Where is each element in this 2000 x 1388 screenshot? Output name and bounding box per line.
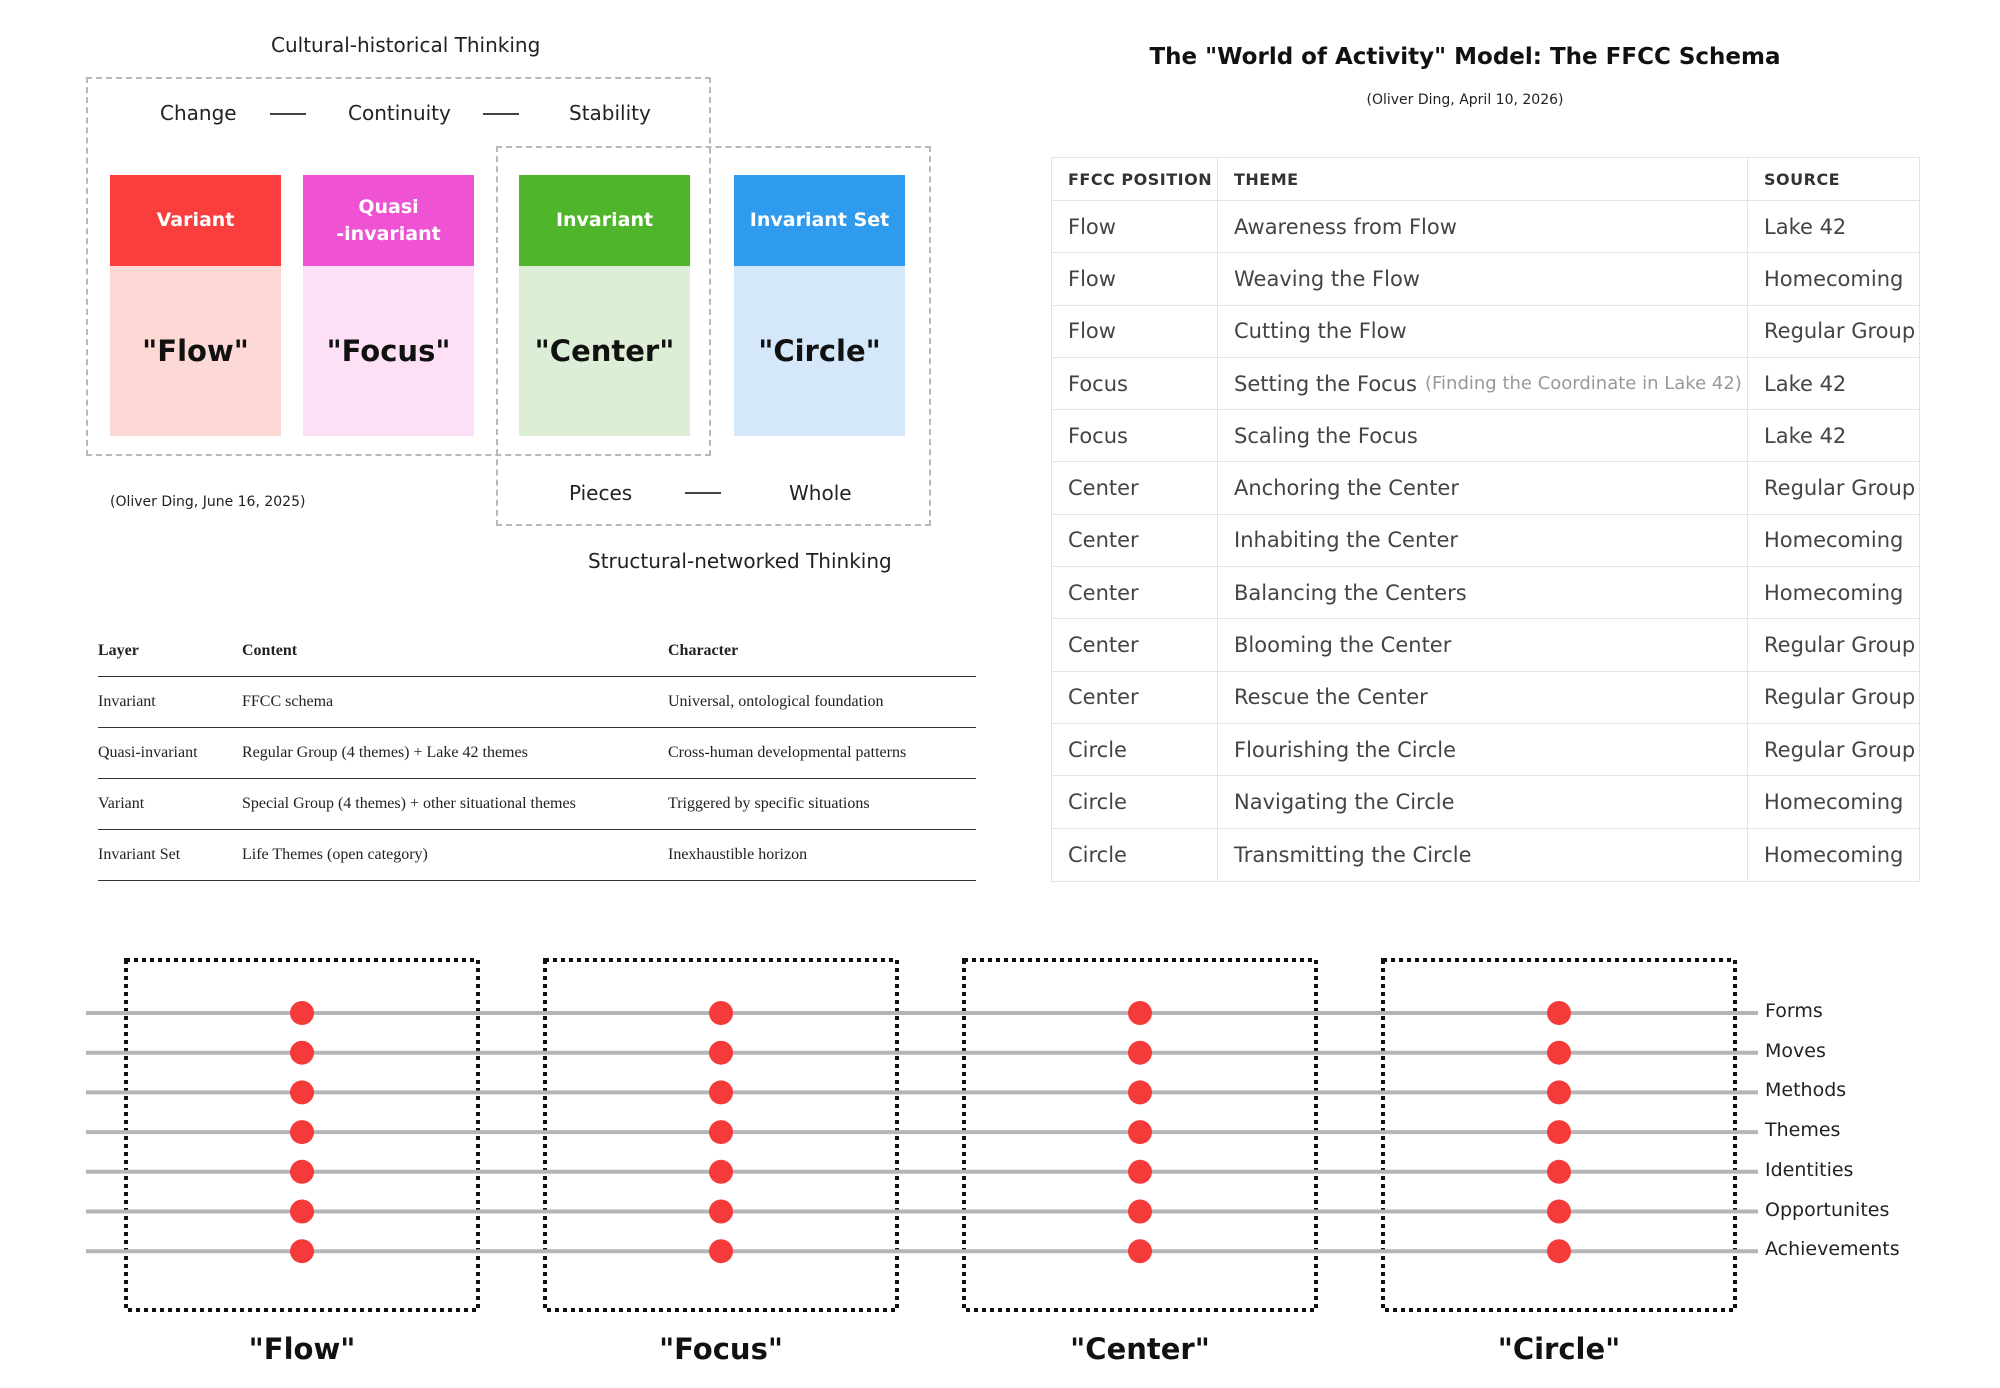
table-row [1052, 253, 1919, 305]
theme-cell [1218, 672, 1748, 723]
node-dot [1128, 1041, 1152, 1065]
theme-cell [1218, 724, 1748, 775]
layer-cell: Variant [98, 795, 145, 812]
header-cell: Layer [98, 642, 139, 659]
row-label: Methods [1765, 1079, 1847, 1102]
source-cell: Homecoming [1764, 266, 1904, 291]
card-body: "Focus" [303, 266, 474, 436]
position-cell: Flow [1052, 253, 1218, 304]
table-row [98, 830, 976, 881]
table-row [1052, 358, 1919, 410]
source-cell: Regular Group [1764, 737, 1916, 762]
header-cell: FFCC POSITION [1052, 158, 1218, 200]
node-dot [1128, 1200, 1152, 1224]
position-cell: Center [1052, 672, 1218, 723]
card-quasi-invariant [303, 175, 474, 436]
node-dot [290, 1239, 314, 1263]
separator-dash [483, 113, 519, 115]
card-variant [110, 175, 281, 436]
node-dot [1547, 1041, 1571, 1065]
card-header: Quasi -invariant [303, 175, 474, 266]
node-dot [1547, 1239, 1571, 1263]
separator-dash [685, 492, 721, 494]
layer-cell: Invariant Set [98, 846, 181, 863]
node-dot [709, 1080, 733, 1104]
theme-text: Awareness from Flow [1234, 214, 1457, 239]
column-title: "Circle" [1497, 1332, 1621, 1366]
pieces-label: Pieces [569, 481, 633, 505]
card-header: Invariant [519, 175, 690, 266]
change-label: Change [160, 101, 237, 125]
theme-text: Cutting the Flow [1234, 319, 1407, 344]
theme-text: Transmitting the Circle [1234, 842, 1472, 867]
ffcc-grid-diagram [0, 940, 2000, 1360]
position-cell: Circle [1052, 776, 1218, 827]
row-label: Moves [1765, 1039, 1826, 1062]
theme-text: Navigating the Circle [1234, 789, 1455, 814]
node-dot [709, 1160, 733, 1184]
card-body: "Flow" [110, 266, 281, 436]
table-row [1052, 776, 1919, 828]
source-cell: Lake 42 [1764, 371, 1847, 396]
source-cell: Homecoming [1764, 789, 1904, 814]
continuity-label: Continuity [348, 101, 451, 125]
position-cell: Center [1052, 567, 1218, 618]
source-cell: Homecoming [1764, 580, 1904, 605]
table-row [1052, 462, 1919, 514]
table-row [1052, 724, 1919, 776]
theme-cell [1218, 253, 1748, 304]
card-body: "Center" [519, 266, 690, 436]
node-dot [1128, 1001, 1152, 1025]
character-cell: Triggered by specific situations [668, 795, 870, 812]
position-cell: Center [1052, 462, 1218, 513]
node-dot [290, 1041, 314, 1065]
header-cell: Content [242, 642, 298, 659]
theme-cell [1218, 410, 1748, 461]
source-cell: Regular Group [1764, 476, 1916, 501]
node-dot [1547, 1200, 1571, 1224]
position-cell: Center [1052, 515, 1218, 566]
theme-text: Rescue the Center [1234, 685, 1428, 710]
theme-cell [1218, 462, 1748, 513]
node-dot [1128, 1120, 1152, 1144]
node-dot [1547, 1120, 1571, 1144]
character-cell: Universal, ontological foundation [668, 693, 884, 710]
layer-table-header [98, 626, 976, 677]
whole-label: Whole [789, 481, 852, 505]
theme-note: (Finding the Coordinate in Lake 42) [1424, 373, 1742, 395]
source-cell: Regular Group [1764, 633, 1916, 658]
card-invariant [519, 175, 690, 436]
position-cell: Focus [1052, 410, 1218, 461]
source-cell: Lake 42 [1764, 423, 1847, 448]
node-dot [1547, 1160, 1571, 1184]
position-cell: Circle [1052, 829, 1218, 881]
row-label: Achievements [1765, 1238, 1900, 1261]
row-label: Forms [1765, 1000, 1823, 1022]
row-label: Opportunites [1765, 1198, 1890, 1221]
position-cell: Flow [1052, 306, 1218, 357]
theme-cell [1218, 829, 1748, 881]
node-dot [709, 1001, 733, 1025]
position-cell: Circle [1052, 724, 1218, 775]
table-row [98, 779, 976, 830]
node-dot [290, 1001, 314, 1025]
node-dot [290, 1160, 314, 1184]
theme-text: Setting the Focus [1234, 371, 1417, 396]
card-header: Invariant Set [734, 175, 905, 266]
ffcc-table [1051, 157, 1920, 882]
theme-cell [1218, 306, 1748, 357]
content-cell: Regular Group (4 themes) + Lake 42 themes [242, 744, 528, 761]
theme-text: Inhabiting the Center [1234, 528, 1459, 553]
card-header: Variant [110, 175, 281, 266]
content-cell: Special Group (4 themes) + other situational themes [242, 795, 576, 812]
card-body: "Circle" [734, 266, 905, 436]
table-row [1052, 672, 1919, 724]
node-dot [290, 1200, 314, 1224]
source-cell: Homecoming [1764, 528, 1904, 553]
column-title: "Flow" [248, 1332, 356, 1366]
row-label: Identities [1765, 1158, 1854, 1181]
table-row [1052, 306, 1919, 358]
node-dot [1547, 1080, 1571, 1104]
cultural-thinking-title: Cultural-historical Thinking [271, 33, 541, 57]
theme-cell [1218, 201, 1748, 252]
table-row [98, 728, 976, 779]
theme-text: Weaving the Flow [1234, 266, 1420, 291]
theme-cell [1218, 515, 1748, 566]
table-row [1052, 201, 1919, 253]
content-cell: FFCC schema [242, 693, 334, 710]
theme-cell [1218, 619, 1748, 670]
ffcc-table-header [1052, 158, 1919, 201]
table-row [98, 677, 976, 728]
theme-cell [1218, 358, 1748, 409]
node-dot [709, 1041, 733, 1065]
source-cell: Regular Group [1764, 319, 1916, 344]
node-dot [709, 1200, 733, 1224]
stability-label: Stability [569, 101, 651, 125]
header-cell: Character [668, 642, 739, 659]
ffcc-title: The "World of Activity" Model: The FFCC Schema [1149, 44, 1781, 70]
table-row [1052, 567, 1919, 619]
table-row [1052, 829, 1919, 881]
row-label: Themes [1765, 1119, 1841, 1142]
credit-left: (Oliver Ding, June 16, 2025) [110, 494, 306, 510]
column-title: "Center" [1070, 1332, 1210, 1366]
ffcc-rows [1052, 201, 1919, 881]
theme-text: Scaling the Focus [1234, 423, 1418, 448]
separator-dash [270, 113, 306, 115]
node-dot [1128, 1239, 1152, 1263]
node-dot [1128, 1160, 1152, 1184]
table-row [1052, 515, 1919, 567]
layer-cell: Quasi-invariant [98, 744, 198, 761]
card-invariant-set [734, 175, 905, 436]
position-cell: Flow [1052, 201, 1218, 252]
character-cell: Cross-human developmental patterns [668, 744, 907, 761]
theme-text: Balancing the Centers [1234, 580, 1467, 605]
position-cell: Focus [1052, 358, 1218, 409]
theme-cell [1218, 567, 1748, 618]
content-cell: Life Themes (open category) [242, 846, 428, 863]
table-row [1052, 410, 1919, 462]
structural-thinking-title: Structural-networked Thinking [588, 549, 892, 573]
node-dot [709, 1239, 733, 1263]
theme-text: Anchoring the Center [1234, 476, 1459, 501]
character-cell: Inexhaustible horizon [668, 846, 808, 863]
node-dot [290, 1120, 314, 1144]
position-cell: Center [1052, 619, 1218, 670]
source-cell: Homecoming [1764, 842, 1904, 867]
table-row [1052, 619, 1919, 671]
theme-cell [1218, 776, 1748, 827]
node-dot [709, 1120, 733, 1144]
theme-text: Flourishing the Circle [1234, 737, 1457, 762]
layer-cell: Invariant [98, 693, 156, 710]
node-dot [1547, 1001, 1571, 1025]
theme-text: Blooming the Center [1234, 633, 1452, 658]
column-title: "Focus" [659, 1332, 783, 1366]
source-cell: Regular Group [1764, 685, 1916, 710]
ffcc-credit: (Oliver Ding, April 10, 2026) [1366, 92, 1564, 108]
node-dot [290, 1080, 314, 1104]
node-dot [1128, 1080, 1152, 1104]
header-cell: SOURCE [1764, 169, 1841, 189]
source-cell: Lake 42 [1764, 214, 1847, 239]
header-cell: THEME [1218, 158, 1748, 200]
